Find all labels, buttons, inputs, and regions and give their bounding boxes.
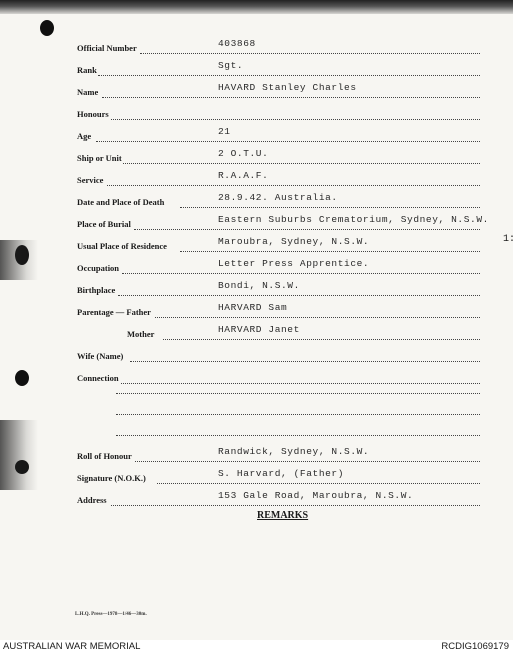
residence-value: Maroubra, Sydney, N.S.W.: [218, 236, 370, 247]
wife-line: [130, 361, 480, 362]
birthplace-line: [118, 295, 480, 296]
residence-label: Usual Place of Residence: [77, 241, 167, 251]
age-label: Age: [77, 131, 92, 141]
burial-value: Eastern Suburbs Crematorium, Sydney, N.S.W.: [218, 214, 489, 225]
death-line: [180, 207, 480, 208]
mother-line: [163, 339, 480, 340]
punch-hole-middle-lower: [15, 370, 29, 386]
roll-line: [135, 461, 480, 462]
scan-top-edge: [0, 0, 513, 14]
printer-imprint: L.H.Q. Press—1978—1/46—30m.: [75, 612, 147, 617]
occupation-line: [122, 273, 480, 274]
occupation-value: Letter Press Apprentice.: [218, 258, 370, 269]
service-value: R.A.A.F.: [218, 170, 269, 181]
connection-line-3: [116, 414, 480, 415]
name-line: [102, 97, 480, 98]
occupation-label: Occupation: [77, 263, 120, 273]
roll-value: Randwick, Sydney, N.S.W.: [218, 446, 370, 457]
residence-line: [180, 251, 480, 252]
ship-line: [123, 163, 480, 164]
roll-label: Roll of Honour: [77, 451, 132, 461]
father-value: HARVARD Sam: [218, 302, 288, 313]
connection-line-4: [116, 435, 480, 436]
official-number-label: Official Number: [77, 43, 137, 53]
rank-label: Rank: [77, 65, 97, 75]
honours-line: [111, 119, 480, 120]
death-value: 28.9.42. Australia.: [218, 192, 338, 203]
edge-stain-1: [0, 240, 38, 280]
footer-institution: AUSTRALIAN WAR MEMORIAL: [3, 641, 141, 652]
rank-value: Sgt.: [218, 60, 244, 71]
death-label: Date and Place of Death: [77, 197, 165, 207]
official-number-value: 403868: [218, 38, 256, 49]
connection-line: [121, 383, 480, 384]
age-value: 21: [218, 126, 231, 137]
burial-label: Place of Burial: [77, 219, 131, 229]
birthplace-label: Birthplace: [77, 285, 116, 295]
edge-stain-2: [0, 420, 38, 490]
wife-label: Wife (Name): [77, 351, 124, 361]
edge-mark: 1:: [503, 234, 515, 245]
mother-label: Mother: [127, 329, 155, 339]
service-label: Service: [77, 175, 104, 185]
connection-line-2: [116, 393, 480, 394]
burial-line: [134, 229, 480, 230]
address-line: [111, 505, 480, 506]
ship-value: 2 O.T.U.: [218, 148, 269, 159]
ship-label: Ship or Unit: [77, 153, 122, 163]
address-value: 153 Gale Road, Maroubra, N.S.W.: [218, 490, 414, 501]
father-label: Parentage — Father: [77, 307, 151, 317]
honours-label: Honours: [77, 109, 109, 119]
footer-record-id: RCDIG1069179: [441, 641, 509, 652]
punch-hole-top: [40, 20, 54, 36]
rank-line: [98, 75, 480, 76]
archive-footer: [0, 640, 513, 654]
official-number-line: [140, 53, 480, 54]
name-value: HAVARD Stanley Charles: [218, 82, 357, 93]
signature-label: Signature (N.O.K.): [77, 473, 146, 483]
signature-value: S. Harvard, (Father): [218, 468, 345, 479]
father-line: [155, 317, 480, 318]
connection-label: Connection: [77, 373, 119, 383]
age-line: [96, 141, 480, 142]
name-label: Name: [77, 87, 99, 97]
address-label: Address: [77, 495, 107, 505]
mother-value: HARVARD Janet: [218, 324, 300, 335]
service-line: [107, 185, 480, 186]
signature-line: [157, 483, 480, 484]
remarks-heading: REMARKS: [257, 510, 309, 521]
birthplace-value: Bondi, N.S.W.: [218, 280, 300, 291]
